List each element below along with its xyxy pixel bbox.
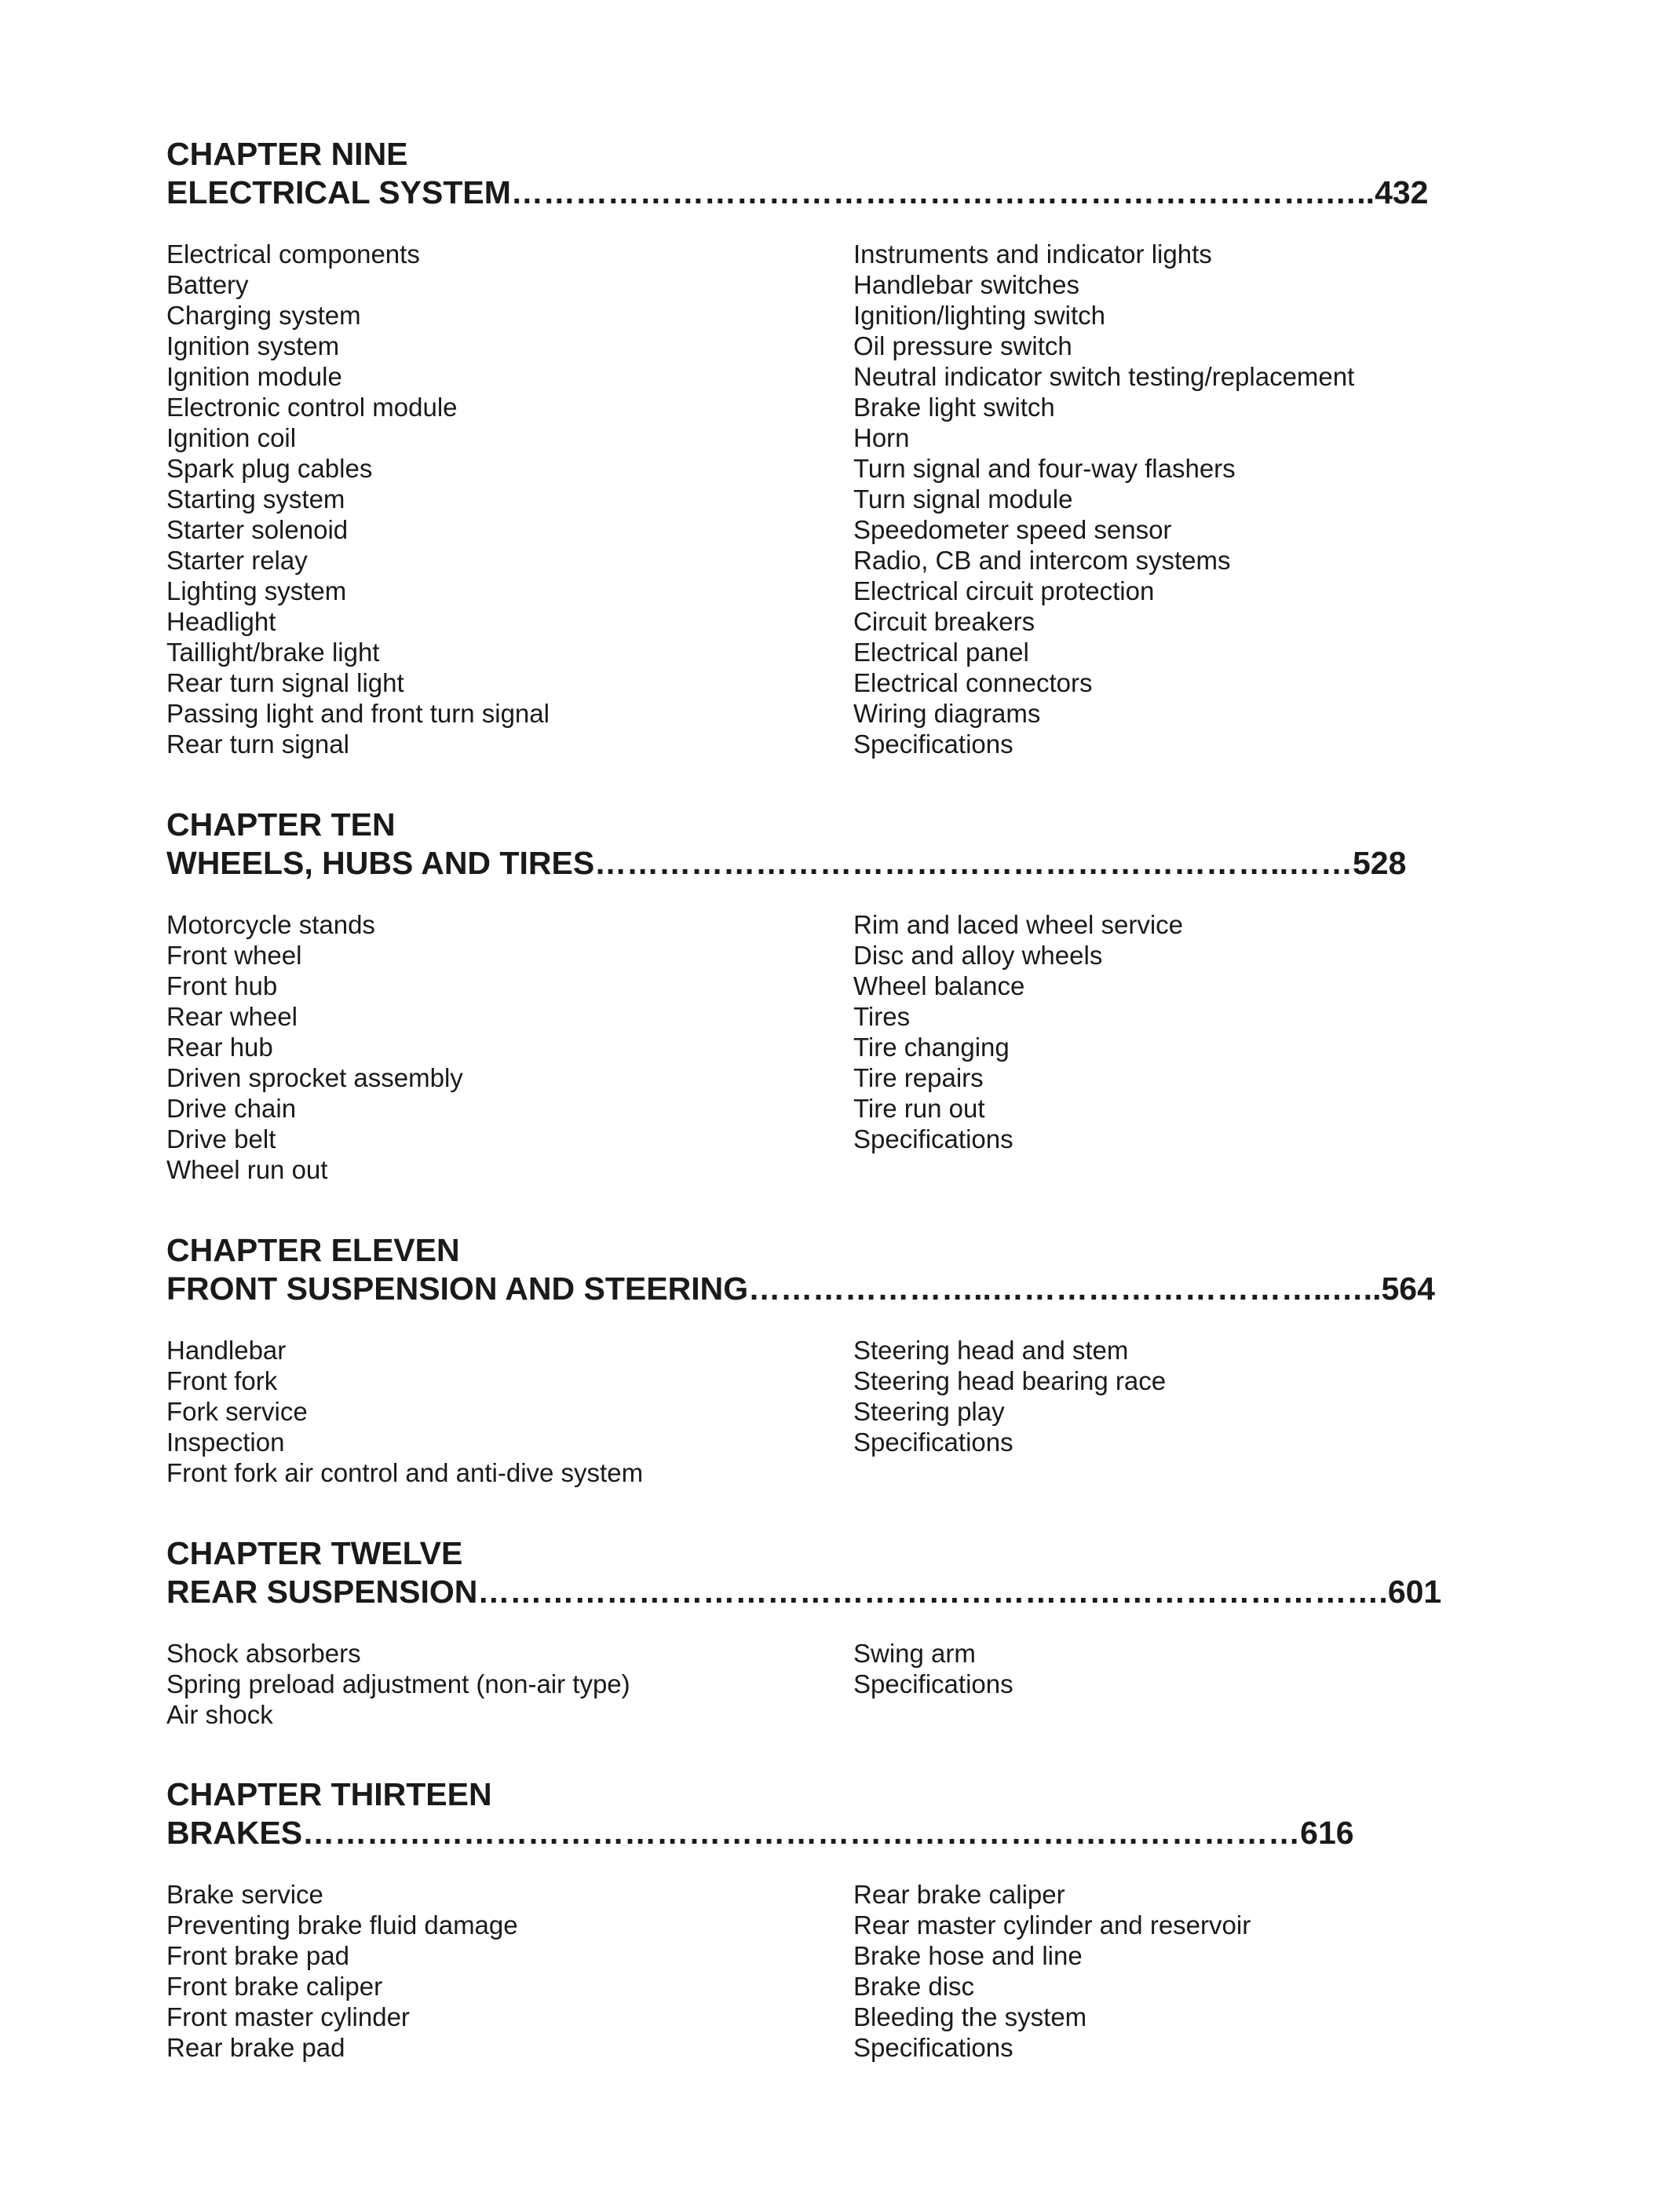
topic-item[interactable]: Rear hub: [166, 1033, 273, 1062]
chapter-page: 528: [1352, 845, 1407, 881]
chapter-title-line[interactable]: [166, 1573, 1501, 1611]
topic-item[interactable]: Spring preload adjustment (non-air type): [166, 1669, 630, 1698]
topic-item[interactable]: Rear master cylinder and reservoir: [853, 1910, 1251, 1940]
topic-item[interactable]: Inspection: [166, 1428, 285, 1457]
topic-list: [166, 909, 1501, 1185]
chapter-thirteen: [166, 1775, 1501, 2063]
topic-item[interactable]: Ignition/lighting switch: [853, 301, 1106, 330]
topic-column-left: [166, 239, 550, 759]
topic-item[interactable]: Front brake caliper: [166, 1972, 383, 2001]
chapter-number: CHAPTER ELEVEN: [166, 1232, 460, 1268]
topic-item[interactable]: Drive belt: [166, 1124, 276, 1154]
topic-item[interactable]: Rear wheel: [166, 1002, 298, 1031]
topic-item[interactable]: Starting system: [166, 484, 345, 514]
topic-item[interactable]: Tire repairs: [853, 1063, 984, 1092]
topic-item[interactable]: Steering play: [853, 1397, 1005, 1426]
topic-item[interactable]: Ignition module: [166, 362, 342, 391]
topic-item[interactable]: Ignition coil: [166, 423, 297, 452]
topic-column-left: [166, 1879, 518, 2063]
topic-item[interactable]: Battery: [166, 270, 249, 299]
chapter-title-line[interactable]: [166, 1814, 1501, 1852]
topic-item[interactable]: Lighting system: [166, 576, 347, 605]
chapter-number: CHAPTER TWELVE: [166, 1535, 463, 1571]
chapter-twelve: [166, 1534, 1501, 1730]
chapter-page: 564: [1381, 1271, 1435, 1307]
topic-item[interactable]: Handlebar switches: [853, 270, 1079, 299]
topic-column-left: [166, 909, 463, 1185]
topic-item[interactable]: Specifications: [853, 2033, 1013, 2062]
topic-item[interactable]: Front wheel: [166, 941, 302, 970]
topic-item[interactable]: Spark plug cables: [166, 454, 373, 483]
topic-list: [166, 1638, 1501, 1730]
topic-item[interactable]: Electronic control module: [166, 393, 458, 422]
topic-item[interactable]: Front hub: [166, 971, 278, 1000]
dot-leader: …………………………………………………………………………………: [302, 1815, 1301, 1851]
topic-item[interactable]: Instruments and indicator lights: [853, 239, 1212, 269]
topic-item[interactable]: Wheel run out: [166, 1155, 328, 1184]
topic-item[interactable]: Bleeding the system: [853, 2002, 1087, 2031]
topic-item[interactable]: Speedometer speed sensor: [853, 515, 1172, 544]
topic-column-left: [166, 1335, 643, 1488]
topic-item[interactable]: Tire changing: [853, 1033, 1010, 1062]
topic-item[interactable]: Drive chain: [166, 1094, 297, 1123]
topic-item[interactable]: Air shock: [166, 1700, 273, 1729]
chapter-page: 601: [1387, 1574, 1442, 1610]
topic-list: [166, 239, 1501, 759]
topic-item[interactable]: Shock absorbers: [166, 1639, 361, 1668]
topic-item[interactable]: Rear turn signal light: [166, 668, 404, 697]
topic-item[interactable]: Circuit breakers: [853, 607, 1035, 636]
topic-item[interactable]: Passing light and front turn signal: [166, 699, 550, 728]
topic-item[interactable]: Front fork: [166, 1366, 278, 1395]
topic-item[interactable]: Starter relay: [166, 546, 308, 575]
topic-item[interactable]: Steering head bearing race: [853, 1366, 1167, 1395]
topic-column-right: [853, 1638, 1013, 1699]
topic-item[interactable]: Headlight: [166, 607, 276, 636]
topic-item[interactable]: Electrical components: [166, 239, 420, 269]
chapter-title: REAR SUSPENSION: [166, 1574, 478, 1610]
topic-item[interactable]: Rear brake pad: [166, 2033, 345, 2062]
topic-item[interactable]: Motorcycle stands: [166, 910, 375, 939]
chapter-page: 432: [1375, 174, 1429, 210]
dot-leader: ………………………………………………………………………….: [477, 1574, 1388, 1610]
chapter-nine: [166, 135, 1501, 759]
topic-list: [166, 1879, 1501, 2063]
chapter-title: WHEELS, HUBS AND TIRES: [166, 845, 595, 881]
topic-item[interactable]: Tires: [853, 1002, 911, 1031]
chapter-number: CHAPTER TEN: [166, 806, 396, 843]
chapter-title-line[interactable]: [166, 844, 1501, 883]
topic-item[interactable]: Fork service: [166, 1397, 308, 1426]
topic-item[interactable]: Swing arm: [853, 1639, 976, 1668]
topic-item[interactable]: Turn signal and four-way flashers: [853, 454, 1236, 483]
topic-item[interactable]: Ignition system: [166, 331, 340, 360]
topic-item[interactable]: Electrical panel: [853, 638, 1029, 667]
topic-item[interactable]: Front fork air control and anti-dive system: [166, 1458, 644, 1487]
dot-leader: ………………………………………………………..……: [594, 845, 1353, 881]
topic-item[interactable]: Taillight/brake light: [166, 638, 380, 667]
chapter-ten: [166, 806, 1501, 1185]
dot-leader: …………………..…………………………..…..: [748, 1271, 1382, 1307]
topic-item[interactable]: Front master cylinder: [166, 2002, 410, 2031]
topic-item[interactable]: Wiring diagrams: [853, 699, 1041, 728]
topic-item[interactable]: Rear brake caliper: [853, 1880, 1065, 1909]
topic-item[interactable]: Disc and alloy wheels: [853, 941, 1103, 970]
chapter-number: CHAPTER THIRTEEN: [166, 1776, 492, 1812]
topic-item[interactable]: Turn signal module: [853, 484, 1073, 514]
topic-list: [166, 1335, 1501, 1488]
topic-item[interactable]: Tire run out: [853, 1094, 985, 1123]
topic-item[interactable]: Neutral indicator switch testing/replacement: [853, 362, 1355, 391]
topic-item[interactable]: Brake hose and line: [853, 1941, 1083, 1970]
topic-item[interactable]: Front brake pad: [166, 1941, 349, 1970]
chapter-eleven: [166, 1231, 1501, 1488]
topic-item[interactable]: Steering head and stem: [853, 1336, 1129, 1365]
topic-item[interactable]: Specifications: [853, 729, 1013, 759]
topic-item[interactable]: Driven sprocket assembly: [166, 1063, 463, 1092]
topic-column-left: [166, 1638, 630, 1730]
topic-item[interactable]: Rear turn signal: [166, 729, 349, 759]
topic-item[interactable]: Rim and laced wheel service: [853, 910, 1184, 939]
topic-item[interactable]: Wheel balance: [853, 971, 1025, 1000]
topic-column-right: [853, 1335, 1166, 1457]
chapter-title: ELECTRICAL SYSTEM: [166, 174, 511, 210]
chapter-title-line[interactable]: [166, 1270, 1501, 1308]
chapter-title-line[interactable]: [166, 174, 1501, 212]
topic-column-right: [853, 1879, 1251, 2063]
topic-item[interactable]: Charging system: [166, 301, 361, 330]
topic-item[interactable]: Brake light switch: [853, 393, 1055, 422]
chapter-title: FRONT SUSPENSION AND STEERING: [166, 1271, 749, 1307]
chapter-title: BRAKES: [166, 1815, 303, 1851]
chapter-page: 616: [1300, 1815, 1354, 1851]
topic-item[interactable]: Oil pressure switch: [853, 331, 1072, 360]
topic-item[interactable]: Radio, CB and intercom systems: [853, 546, 1231, 575]
chapter-number: CHAPTER NINE: [166, 136, 408, 172]
topic-item[interactable]: Preventing brake fluid damage: [166, 1910, 518, 1940]
topic-item[interactable]: Brake disc: [853, 1972, 975, 2001]
topic-column-right: [853, 909, 1183, 1154]
topic-item[interactable]: Starter solenoid: [166, 515, 349, 544]
topic-item[interactable]: Specifications: [853, 1428, 1013, 1457]
topic-item[interactable]: Specifications: [853, 1124, 1013, 1154]
topic-item[interactable]: Specifications: [853, 1669, 1013, 1698]
topic-column-right: [853, 239, 1354, 759]
topic-item[interactable]: Brake service: [166, 1880, 323, 1909]
dot-leader: ………………………………………………………………….…..: [510, 174, 1375, 210]
topic-item[interactable]: Handlebar: [166, 1336, 287, 1365]
topic-item[interactable]: Electrical circuit protection: [853, 576, 1155, 605]
topic-item[interactable]: Horn: [853, 423, 910, 452]
topic-item[interactable]: Electrical connectors: [853, 668, 1093, 697]
